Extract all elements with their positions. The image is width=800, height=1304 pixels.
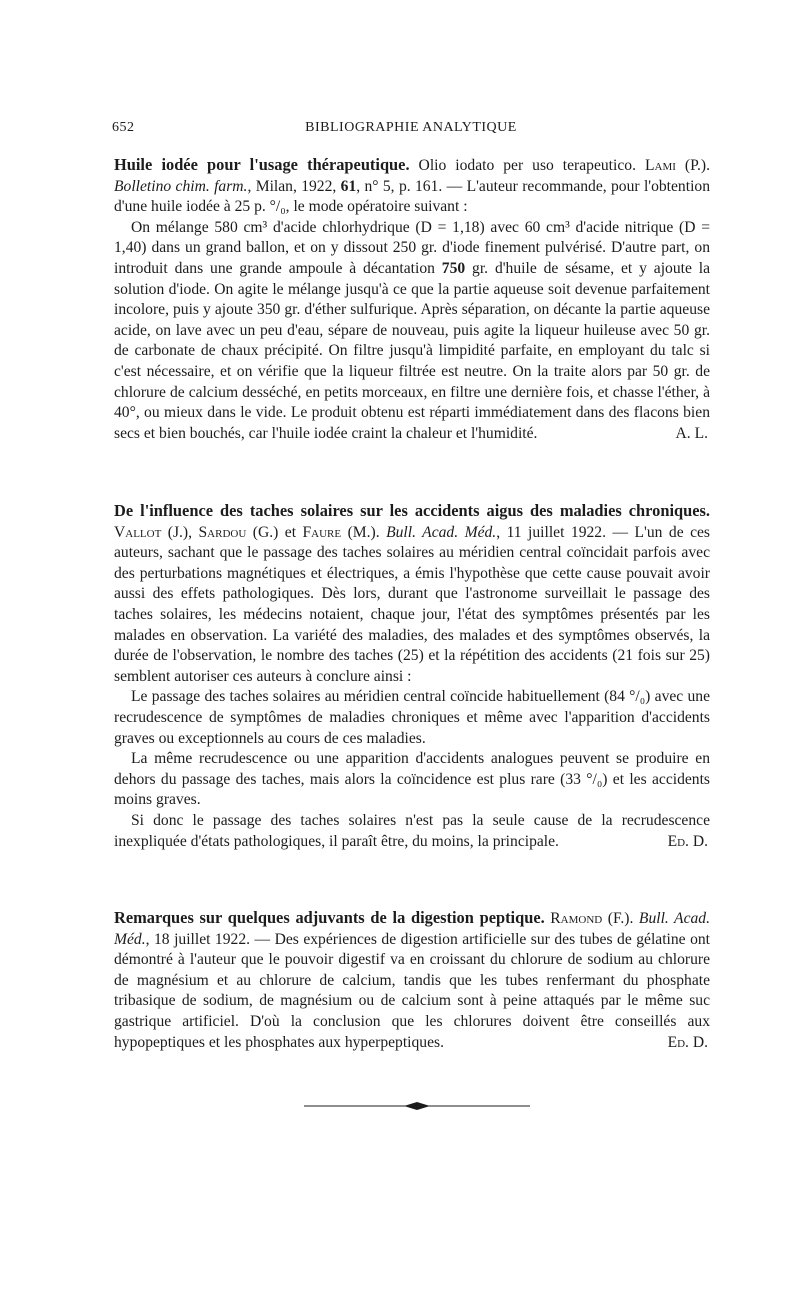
- article-iodized-oil: [114, 155, 710, 444]
- article-1-intro: [114, 155, 710, 218]
- article-1-ref-pre: , Milan, 1922,: [247, 177, 341, 195]
- article-1-author-initial: (P.).: [675, 157, 711, 174]
- article-1-body-text: On mélange 580 cm³ d'acide chlorhydrique (D = 1,18) avec 60 cm³ d'acide nitrique (D = 1,40) dans un grand ballon, et on y dissout 250 gr. d'iode finement pulvérisé. D'autre part, on introduit dans une grande ampoule à décantation: [114, 218, 710, 277]
- article-2-author-3: Faure: [302, 523, 342, 541]
- article-2-author-3-initial: (M.).: [341, 523, 387, 541]
- article-2-ref-post: , 11 juillet 1922. — L'un de ces auteurs, sachant que le passage des taches solaires au méridien central coïncidait parfois avec des perturbations magnétiques et électriques, a émis l'hypothèse que cette cause pouvait avoir aussi des effets pathologiques. Dès lors, durant que l'astronome surveillait le passage des taches solaires, les médecins notaient, chaque jour, l'état des symptômes présentés par les malades en observation. La variété des maladies, des malades et des symptômes observés, la durée de l'observation, le nombre des taches (25) et la répétition des accidents (21 fois sur 25) semblent autoriser ces auteurs à conclure ainsi :: [114, 523, 710, 685]
- article-2-title: De l'influence des taches solaires sur les accidents aigus des maladies chroniques.: [114, 501, 710, 520]
- article-2-author-1: Vallot: [114, 523, 162, 541]
- article-solar-spots: [114, 501, 710, 852]
- article-3-title: Remarques sur quelques adjuvants de la digestion peptique.: [114, 908, 545, 927]
- article-1-ref-post: , n° 5, p. 161. — L'auteur recommande, pour l'obtention d'une huile iodée à 25 p. °/₀, le mode opératoire suivant :: [114, 177, 710, 216]
- page-number: 652: [112, 120, 135, 135]
- article-3-author: Ramond: [550, 910, 603, 927]
- article-2-signature: Ed. D.: [667, 832, 708, 850]
- article-1-body-bold: 750: [441, 259, 466, 277]
- article-3-ref-post: , 18 juillet 1922. — Des expériences de digestion artificielle sur des tubes de gélatine ont démontré à l'auteur que le pouvoir digestif va en croissant du chlorure de sodium au chlorure de magnésium et au chlorure de calcium, tandis que les tubes renfermant du phosphate tribasique de sodium, de magnésium ou de calcium sont à peine attaqués par le même suc gastrique artificiel. D'où la conclusion que les chlorures doivent être conseillés aux hypopeptiques et les phosphates aux hyperpeptiques.: [114, 930, 710, 1051]
- article-2-author-1-initial: (J.),: [161, 523, 199, 541]
- article-1-title: Huile iodée pour l'usage thérapeutique.: [114, 155, 410, 174]
- article-2-para-1: Le passage des taches solaires au méridien central coïncide habituellement (84 °/₀) avec une recrudescence de symptômes de maladies chroniques et même avec l'apparition d'accidents graves ou exceptionnels au cours de ces maladies.: [114, 688, 710, 747]
- article-2-journal: Bull. Acad. Méd.: [386, 523, 497, 541]
- article-1-original-title: Olio iodato per uso terapeutico.: [409, 157, 645, 174]
- ornament-diamond: [404, 1102, 430, 1110]
- article-peptic-digestion: [114, 908, 710, 1053]
- article-3-author-initial: (F.).: [602, 910, 639, 927]
- article-3-intro: [114, 908, 710, 1053]
- article-1-author: Lami: [644, 157, 676, 174]
- article-1-signature: A. L.: [675, 424, 708, 442]
- article-1-journal: Bolletino chim. farm.: [114, 177, 248, 195]
- article-2-para-3: Si donc le passage des taches solaires n'est pas la seule cause de la recrudescence inexpliquée d'états pathologiques, il paraît être, du moins, la principale.: [114, 811, 710, 850]
- article-3-signature: Ed. D.: [667, 1033, 708, 1051]
- article-2-author-2: Sardou: [198, 523, 247, 541]
- article-2-author-2-initial: (G.) et: [246, 523, 303, 541]
- article-2-para-3-wrap: [114, 811, 710, 852]
- article-1-body: [114, 218, 710, 445]
- running-head: [112, 120, 710, 142]
- article-2-intro: [114, 501, 710, 687]
- article-1-body-rest: gr. d'huile de sésame, et y ajoute la solution d'iode. On agite le mélange jusqu'à ce que la partie aqueuse soit devenue parfaitement incolore, puis y ajoute 350 gr. d'éther sulfurique. Après séparation, on décante la partie aqueuse acide, on lave avec un peu d'eau, sépare de nouveau, puis agite la liqueur huileuse avec 50 gr. de carbonate de chaux précipité. On filtre jusqu'à limpidité parfaite, en employant du talc si c'est nécessaire, et on vérifie que la liqueur filtrée est neutre. On la traite alors par 50 gr. de chlorure de calcium desséché, en petits morceaux, en filtre une dernière fois, et chasse l'éther, à 40°, ou mieux dans le vide. Le produit obtenu est réparti immédiatement dans des flacons bien secs et bien bouchés, car l'huile iodée craint la chaleur et l'humidité.: [114, 259, 710, 442]
- article-1-volume: 61: [340, 177, 357, 195]
- running-title: BIBLIOGRAPHIE ANALYTIQUE: [305, 120, 517, 135]
- ornament-rule: [304, 1096, 530, 1116]
- article-2-para-2: La même recrudescence ou une apparition d'accidents analogues peuvent se produire en dehors du passage des taches, mais alors la coïncidence est plus rare (33 °/₀) et les accidents moins graves.: [114, 750, 710, 809]
- article-3-journal: Bull. Acad. Méd.: [114, 910, 710, 948]
